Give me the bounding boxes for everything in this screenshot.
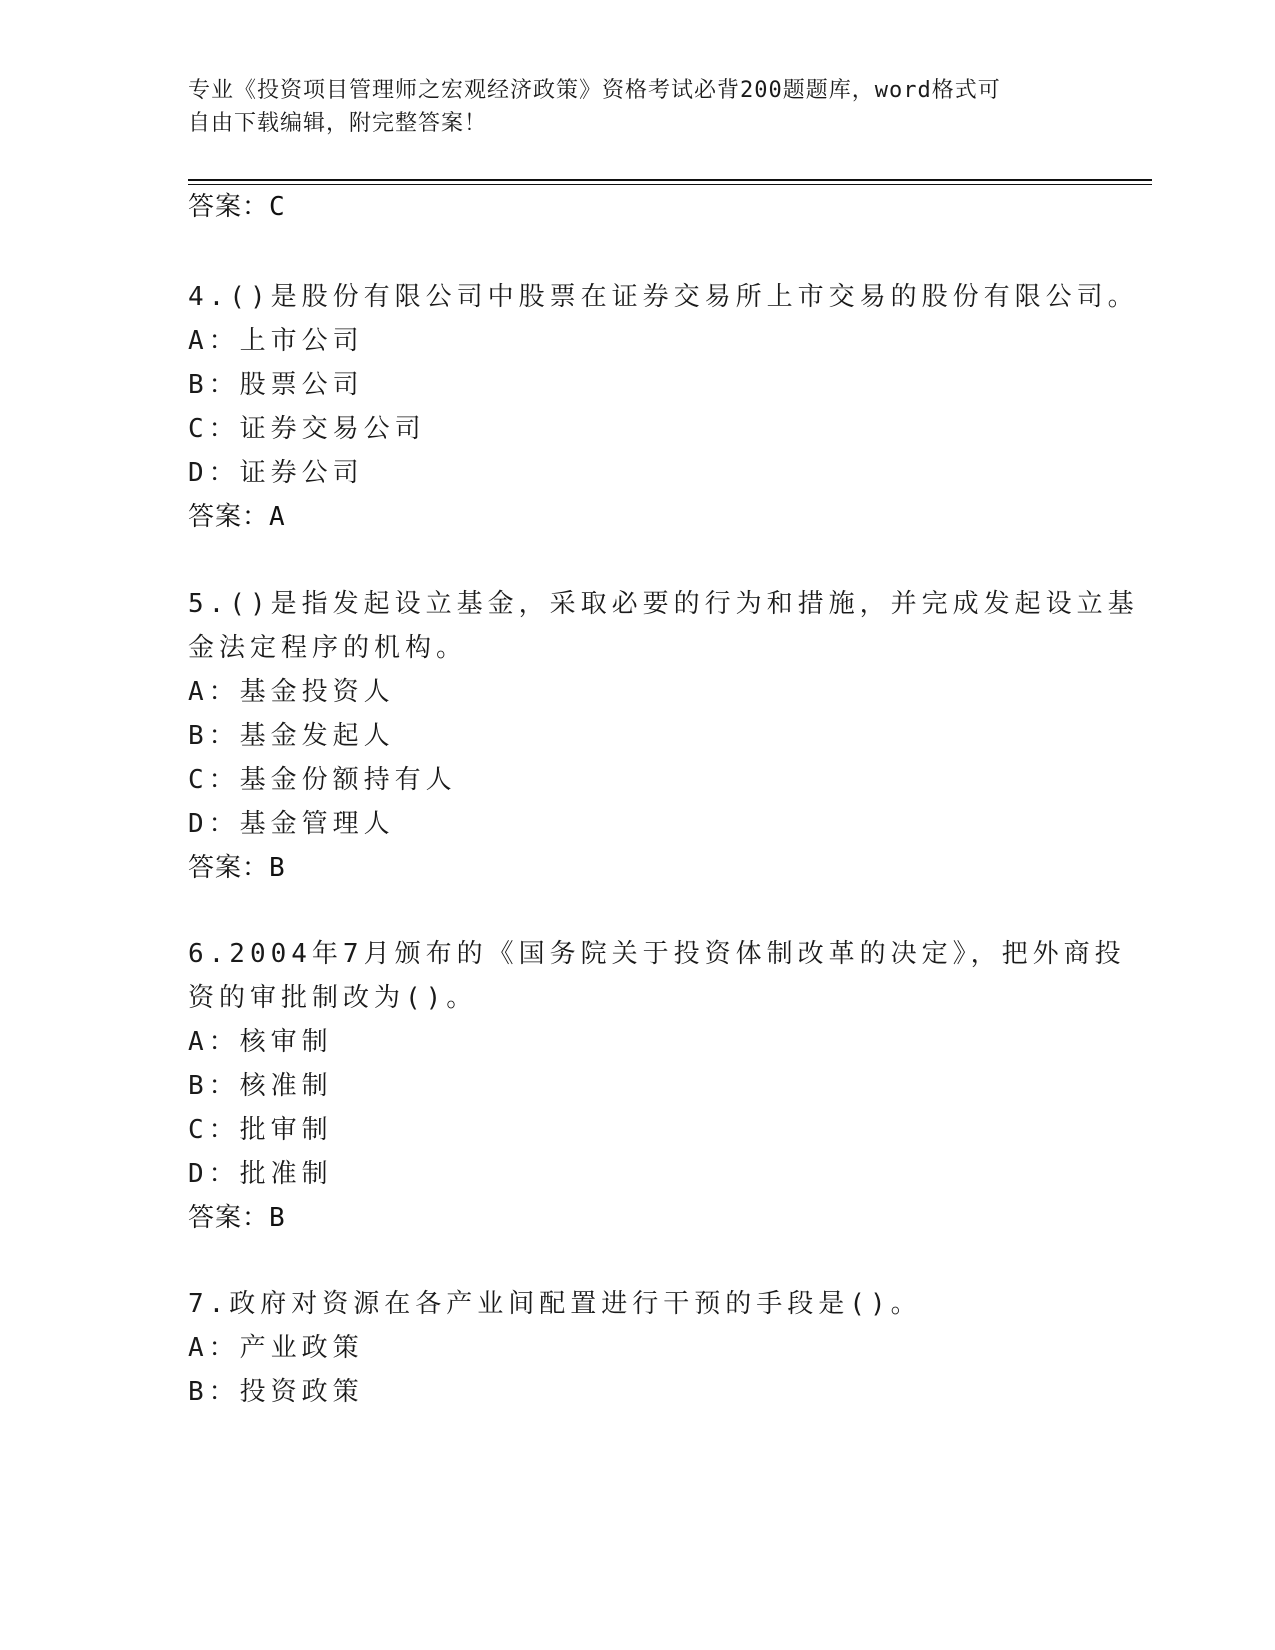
question-5-option-d: D：基金管理人 (188, 809, 395, 839)
question-7-stem: 7.政府对资源在各产业间配置进行干预的手段是()。 (188, 1289, 922, 1319)
answer-value: B (269, 853, 286, 883)
header-line-1: 专业《投资项目管理师之宏观经济政策》资格考试必背200题题库，word格式可 (188, 78, 1001, 103)
question-4-answer (188, 496, 286, 533)
question-6-option-d: D：批准制 (188, 1159, 333, 1189)
question-6-option-a: A：核审制 (188, 1027, 333, 1057)
answer-value: A (269, 502, 286, 532)
question-5-option-b: B：基金发起人 (188, 721, 395, 751)
question-5-option-c: C：基金份额持有人 (188, 765, 457, 795)
answer-label: 答案： (188, 853, 270, 883)
question-5-option-a: A：基金投资人 (188, 677, 395, 707)
question-4-option-d: D：证券公司 (188, 458, 364, 488)
question-6-option-b: B：核准制 (188, 1071, 333, 1101)
answer-label: 答案： (188, 1203, 270, 1233)
question-5-stem-line-2: 金法定程序的机构。 (188, 633, 468, 663)
answer-value: C (269, 192, 286, 222)
question-6-stem-line-1: 6.2004年7月颁布的《国务院关于投资体制改革的决定》，把外商投 (188, 939, 1126, 969)
question-6-answer (188, 1197, 286, 1234)
question-4-option-a: A：上市公司 (188, 326, 364, 356)
answer-line (188, 186, 286, 223)
document-header (188, 74, 1068, 140)
question-4-stem: 4.()是股份有限公司中股票在证券交易所上市交易的股份有限公司。 (188, 282, 1139, 312)
header-divider-thin (188, 184, 1152, 185)
header-line-2: 自由下载编辑，附完整答案！ (188, 111, 488, 136)
question-6-stem-line-2: 资的审批制改为()。 (188, 983, 478, 1013)
question-4-option-c: C：证券交易公司 (188, 414, 426, 444)
question-6-option-c: C：批审制 (188, 1115, 333, 1145)
answer-label: 答案： (188, 192, 270, 222)
question-7-option-b: B：投资政策 (188, 1377, 364, 1407)
header-divider (188, 179, 1152, 181)
question-7-option-a: A：产业政策 (188, 1333, 364, 1363)
question-5-answer (188, 847, 286, 884)
answer-value: B (269, 1203, 286, 1233)
answer-label: 答案： (188, 502, 270, 532)
question-4-option-b: B：股票公司 (188, 370, 364, 400)
question-5-stem-line-1: 5.()是指发起设立基金，采取必要的行为和措施，并完成发起设立基 (188, 589, 1139, 619)
